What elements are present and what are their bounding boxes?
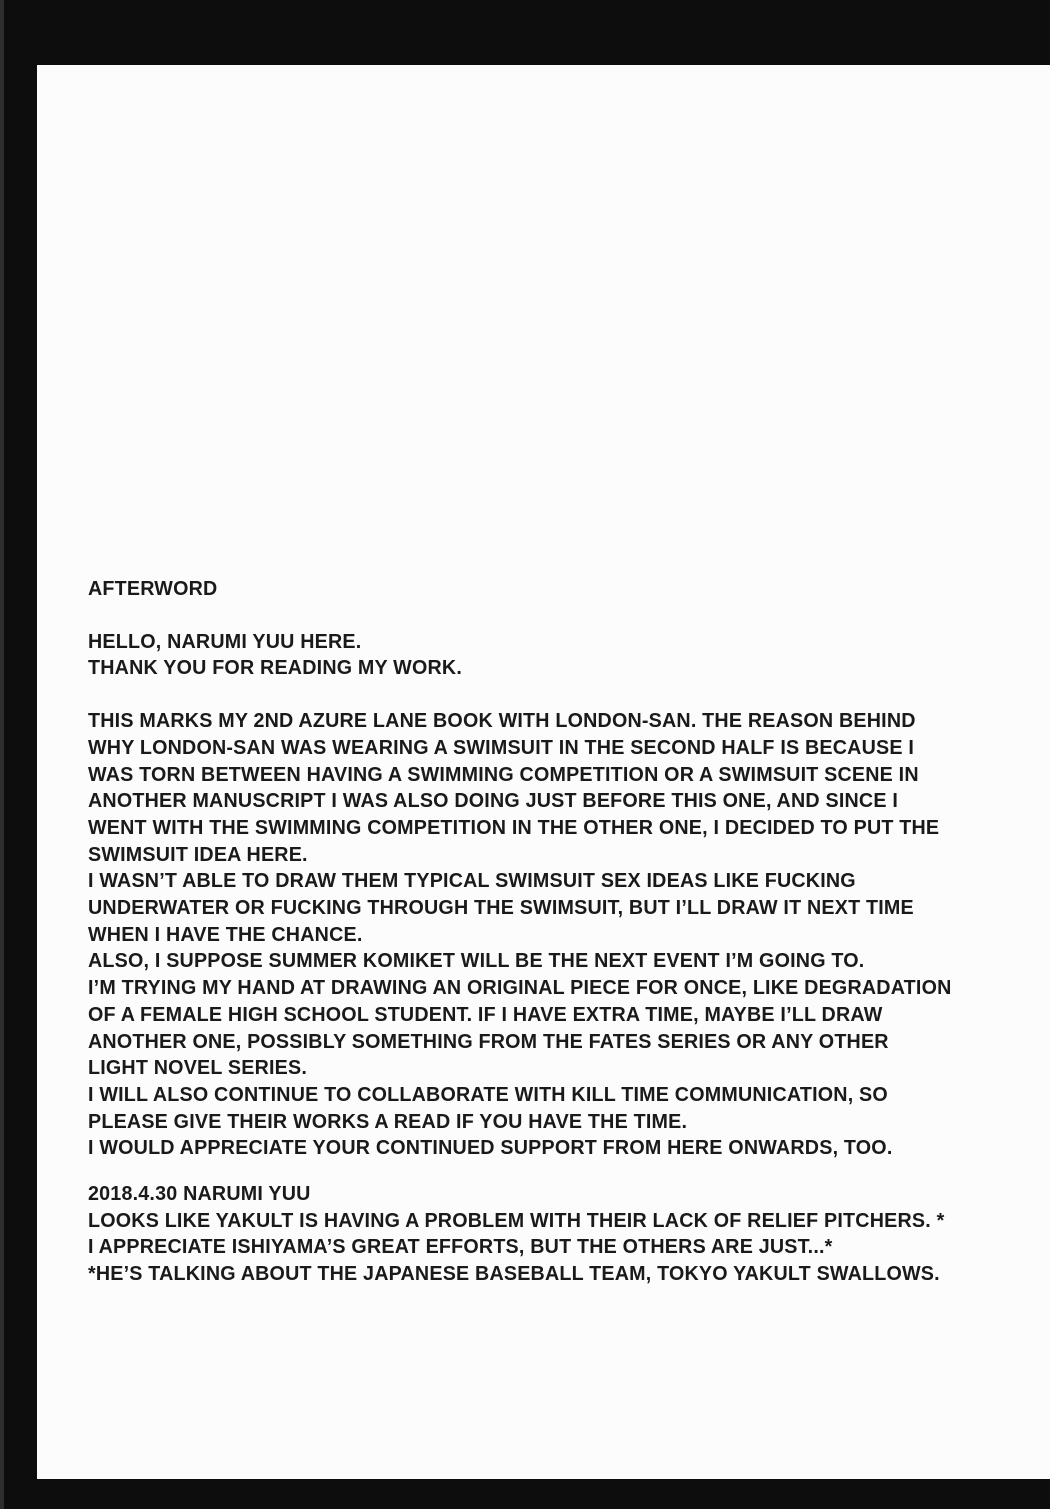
section-heading <box>88 576 1038 603</box>
scan-edge-artifact <box>0 0 4 1509</box>
text-line: ANOTHER MANUSCRIPT I WAS ALSO DOING JUST BEFORE THIS ONE, AND SINCE I <box>88 790 899 813</box>
text-line: I WILL ALSO CONTINUE TO COLLABORATE WITH KILL TIME COMMUNICATION, SO <box>88 1083 888 1106</box>
text-line: PLEASE GIVE THEIR WORKS A READ IF YOU HAVE THE TIME. <box>88 1110 688 1133</box>
text-line: I’M TRYING MY HAND AT DRAWING AN ORIGINAL PIECE FOR ONCE, LIKE DEGRADATION <box>88 977 952 1000</box>
text-line: WENT WITH THE SWIMMING COMPETITION IN THE OTHER ONE, I DECIDED TO PUT THE <box>88 816 940 839</box>
text-line: ALSO, I SUPPOSE SUMMER KOMIKET WILL BE THE NEXT EVENT I’M GOING TO. <box>88 950 865 973</box>
section-body <box>88 708 1038 1162</box>
afterword-heading: AFTERWORD <box>88 578 218 600</box>
text-line: I APPRECIATE ISHIYAMA’S GREAT EFFORTS, BUT THE OTHERS ARE JUST...* <box>88 1236 833 1259</box>
text-line: WHY LONDON-SAN WAS WEARING A SWIMSUIT IN THE SECOND HALF IS BECAUSE I <box>88 736 915 759</box>
text-line: SWIMSUIT IDEA HERE. <box>88 843 308 866</box>
text-line: THANK YOU FOR READING MY WORK. <box>88 657 463 680</box>
section-greeting <box>88 629 1038 682</box>
text-line: WAS TORN BETWEEN HAVING A SWIMMING COMPETITION OR A SWIMSUIT SCENE IN <box>88 763 919 786</box>
text-line: WHEN I HAVE THE CHANCE. <box>88 923 363 946</box>
paper-page <box>37 65 1050 1479</box>
text-line: UNDERWATER OR FUCKING THROUGH THE SWIMSUIT, BUT I’LL DRAW IT NEXT TIME <box>88 897 914 920</box>
text-line: ANOTHER ONE, POSSIBLY SOMETHING FROM THE FATES SERIES OR ANY OTHER <box>88 1030 889 1053</box>
afterword-text <box>88 576 1038 1288</box>
section-closing <box>88 1181 1038 1288</box>
text-line: LIGHT NOVEL SERIES. <box>88 1057 308 1080</box>
text-line: 2018.4.30 NARUMI YUU <box>88 1183 311 1206</box>
text-line: HELLO, NARUMI YUU HERE. <box>88 630 362 653</box>
text-line: I WASN’T ABLE TO DRAW THEM TYPICAL SWIMSUIT SEX IDEAS LIKE FUCKING <box>88 870 856 893</box>
text-line: *HE’S TALKING ABOUT THE JAPANESE BASEBALL TEAM, TOKYO YAKULT SWALLOWS. <box>88 1263 940 1286</box>
text-line: OF A FEMALE HIGH SCHOOL STUDENT. IF I HAVE EXTRA TIME, MAYBE I’LL DRAW <box>88 1003 883 1026</box>
text-line: LOOKS LIKE YAKULT IS HAVING A PROBLEM WITH THEIR LACK OF RELIEF PITCHERS. * <box>88 1209 945 1232</box>
text-line: THIS MARKS MY 2ND AZURE LANE BOOK WITH LONDON-SAN. THE REASON BEHIND <box>88 710 916 733</box>
text-line: I WOULD APPRECIATE YOUR CONTINUED SUPPORT FROM HERE ONWARDS, TOO. <box>88 1137 893 1160</box>
